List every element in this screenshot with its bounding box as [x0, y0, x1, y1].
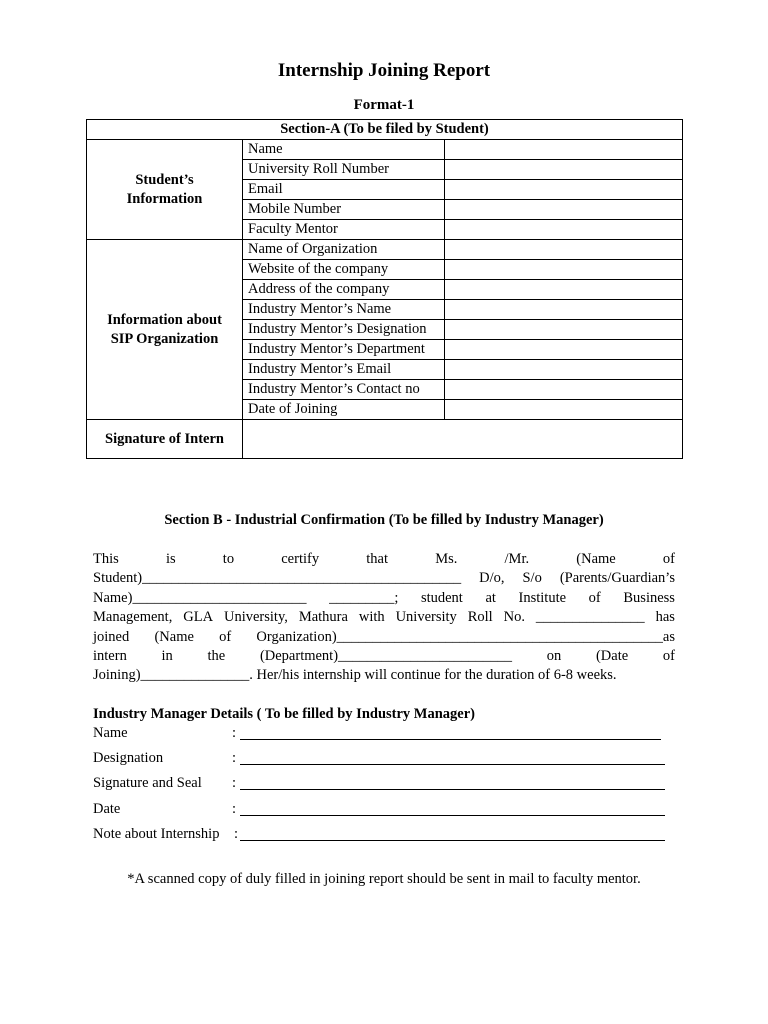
field-mentor-contact-value[interactable] [445, 380, 683, 400]
field-mentor-department-value[interactable] [445, 340, 683, 360]
signature-intern-value[interactable] [243, 420, 683, 459]
paragraph-word: _______________ [535, 609, 645, 626]
paragraph-word: intern [93, 648, 127, 665]
paragraph-word: Ms. [435, 551, 458, 567]
field-mobile-label: Mobile Number [243, 200, 445, 220]
paragraph-line [93, 647, 675, 666]
paragraph-word: of [588, 589, 601, 606]
sip-org-info-label: Information about SIP Organization [87, 240, 243, 420]
paragraph-word: of [219, 628, 232, 645]
field-faculty-mentor-value[interactable] [445, 220, 683, 240]
field-date-joining-label: Date of Joining [243, 400, 445, 420]
manager-designation-row[interactable] [93, 750, 673, 770]
paragraph-word: of [662, 551, 675, 567]
colon: : [232, 775, 237, 791]
field-email-label: Email [243, 180, 445, 200]
paragraph-line [93, 628, 675, 647]
paragraph-word: Institute [518, 589, 567, 606]
field-roll-number-label: University Roll Number [243, 160, 445, 180]
paragraph-word: (Name [576, 551, 616, 567]
field-website-label: Website of the company [243, 260, 445, 280]
paragraph-word: Roll [467, 609, 493, 626]
paragraph-line [93, 589, 675, 608]
paragraph-word: at [485, 589, 496, 606]
field-mentor-designation-value[interactable] [445, 320, 683, 340]
paragraph-word: (Parents/Guardian’s [559, 570, 675, 587]
paragraph-word: /Mr. [504, 551, 530, 567]
paragraph-word: joined [93, 628, 130, 645]
manager-date-line[interactable] [240, 815, 665, 816]
paragraph-word: University, [223, 609, 288, 626]
signature-intern-label: Signature of Intern [87, 420, 243, 459]
field-mentor-email-value[interactable] [445, 360, 683, 380]
paragraph-word: D/o, [479, 570, 505, 587]
manager-designation-line[interactable] [240, 764, 665, 765]
paragraph-word: S/o [522, 570, 542, 587]
paragraph-word: No. [503, 609, 525, 626]
field-name-label: Name [243, 140, 445, 160]
manager-date-row[interactable] [93, 801, 673, 821]
paragraph-line [93, 550, 675, 569]
field-mentor-designation-label: Industry Mentor’s Designation [243, 320, 445, 340]
manager-name-row[interactable] [93, 725, 673, 745]
manager-signature-row[interactable] [93, 775, 673, 795]
paragraph-word: of [662, 648, 675, 665]
field-mentor-contact-label: Industry Mentor’s Contact no [243, 380, 445, 400]
paragraph-word: Name)________________________ [93, 589, 307, 606]
colon: : [234, 826, 239, 842]
section-b-header: Section B - Industrial Confirmation (To be filled by Industry Manager) [164, 512, 604, 528]
paragraph-word: This [93, 551, 119, 567]
section-a-table [86, 119, 683, 459]
paragraph-word: that [366, 551, 389, 567]
field-name-value[interactable] [445, 140, 683, 160]
field-address-label: Address of the company [243, 280, 445, 300]
manager-note-line[interactable] [240, 840, 665, 841]
field-mentor-department-label: Industry Mentor’s Department [243, 340, 445, 360]
field-faculty-mentor-label: Faculty Mentor [243, 220, 445, 240]
paragraph-word: the [207, 648, 226, 665]
format-label: Format-1 [353, 97, 415, 113]
field-email-value[interactable] [445, 180, 683, 200]
manager-signature-line[interactable] [240, 789, 665, 790]
paragraph-word: Management, [93, 609, 173, 626]
paragraph-word: Student)____________________________________________ [93, 570, 462, 587]
industry-manager-header: Industry Manager Details ( To be filled by Industry Manager) [93, 706, 475, 722]
paragraph-line [93, 608, 675, 627]
field-roll-number-value[interactable] [445, 160, 683, 180]
paragraph-word: has [655, 609, 675, 626]
field-mentor-name-label: Industry Mentor’s Name [243, 300, 445, 320]
manager-note-label: Note about Internship [93, 826, 220, 842]
field-website-value[interactable] [445, 260, 683, 280]
manager-signature-label: Signature and Seal [93, 775, 202, 791]
field-address-value[interactable] [445, 280, 683, 300]
section-a-header: Section-A (To be filed by Student) [87, 120, 683, 140]
paragraph-word: Mathura [298, 609, 348, 626]
student-info-label: Student’s Information [87, 140, 243, 240]
paragraph-word: GLA [183, 609, 214, 626]
paragraph-word: in [161, 648, 173, 665]
colon: : [232, 750, 237, 766]
paragraph-word: certify [281, 551, 320, 567]
paragraph-word: (Date [595, 648, 629, 665]
paragraph-word: with [358, 609, 385, 626]
field-date-joining-value[interactable] [445, 400, 683, 420]
field-org-name-label: Name of Organization [243, 240, 445, 260]
paragraph-line [93, 569, 675, 588]
manager-date-label: Date [93, 801, 121, 817]
confirmation-paragraph [93, 550, 675, 686]
colon: : [232, 725, 237, 741]
field-mobile-value[interactable] [445, 200, 683, 220]
paragraph-word: (Name [154, 628, 194, 645]
manager-note-row[interactable] [93, 826, 673, 846]
paragraph-line [93, 666, 675, 685]
paragraph-word: is [165, 551, 176, 567]
footnote: *A scanned copy of duly filled in joining report should be sent in mail to faculty mentor. [127, 871, 641, 887]
colon: : [232, 801, 237, 817]
paragraph-word: _________; [329, 589, 399, 606]
field-org-name-value[interactable] [445, 240, 683, 260]
manager-name-line[interactable] [240, 739, 661, 740]
paragraph-word: Joining)_______________. Her/his internship will continue for the duration of 6-8 weeks. [93, 667, 617, 684]
manager-designation-label: Designation [93, 750, 164, 766]
page-title: Internship Joining Report [277, 60, 491, 81]
paragraph-word: to [222, 551, 235, 567]
paragraph-word: Business [623, 589, 675, 606]
field-mentor-name-value[interactable] [445, 300, 683, 320]
manager-name-label: Name [93, 725, 128, 741]
paragraph-word: University [395, 609, 457, 626]
field-mentor-email-label: Industry Mentor’s Email [243, 360, 445, 380]
paragraph-word: (Department)________________________ [259, 648, 513, 665]
paragraph-word: Organization)_____________________________________________as [256, 628, 675, 645]
paragraph-word: on [546, 648, 562, 665]
paragraph-word: student [420, 589, 463, 606]
